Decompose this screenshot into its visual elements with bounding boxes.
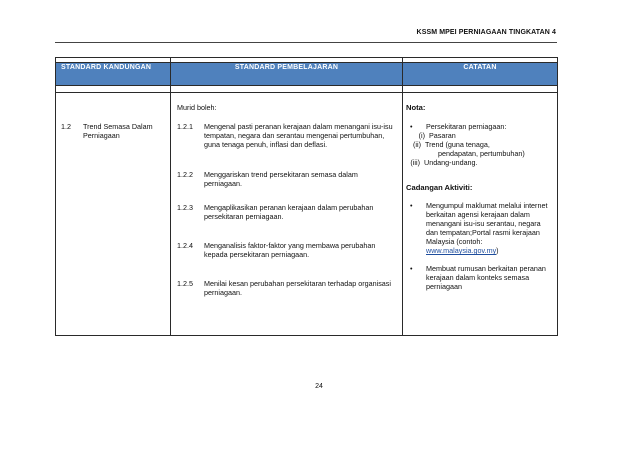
learning-standard <box>177 241 397 259</box>
spacer-cell <box>403 86 558 93</box>
learning-standard <box>177 170 397 188</box>
learning-standard-code: 1.2.4 <box>177 241 193 250</box>
nota-bullet-text: Persekitaran perniagaan: <box>426 122 507 131</box>
nota-sub-roman: (ii) <box>413 140 421 149</box>
nota-sub-item <box>406 140 546 149</box>
intro-text: Murid boleh: <box>177 103 217 112</box>
learning-standard-code: 1.2.1 <box>177 122 193 131</box>
running-header: KSSM MPEI PERNIAGAAN TINGKATAN 4 <box>416 29 556 36</box>
header-rule <box>55 42 557 43</box>
standard-number: 1.2 <box>61 122 71 131</box>
bullet-icon: • <box>410 264 413 273</box>
learning-standard-code: 1.2.3 <box>177 203 193 212</box>
nota-sub-roman: (i) <box>418 131 425 140</box>
learning-standard-text: Menggariskan trend persekitaran semasa dalam perniagaan. <box>204 170 358 188</box>
nota-title: Nota: <box>406 103 426 112</box>
spacer-cell <box>56 86 171 93</box>
aktiviti-suffix: ) <box>496 246 499 255</box>
learning-standard <box>177 122 397 149</box>
curriculum-table <box>55 57 558 336</box>
standard-kandungan-cell <box>56 93 171 336</box>
aktiviti-text: Membuat rumusan berkaitan peranan kerajaan dalam konteks semasa perniagaan <box>426 264 546 291</box>
nota-sub-text: Trend (guna tenaga, <box>425 140 490 149</box>
learning-standard-code: 1.2.2 <box>177 170 193 179</box>
aktiviti-item <box>406 264 551 291</box>
learning-standard <box>177 279 397 297</box>
nota-sub-text: Undang-undang. <box>424 158 478 167</box>
learning-standard-text: Menilai kesan perubahan persekitaran terhadap organisasi perniagaan. <box>204 279 391 297</box>
bullet-icon: • <box>410 201 413 210</box>
page-number: 24 <box>315 383 323 390</box>
learning-standard-text: Mengaplikasikan peranan kerajaan dalam perubahan persekitaran perniagaan. <box>204 203 374 221</box>
content-row <box>56 93 558 336</box>
aktiviti-item <box>406 201 551 255</box>
aktiviti-title: Cadangan Aktiviti: <box>406 183 473 192</box>
learning-standard-text: Menganalisis faktor-faktor yang membawa perubahan kepada persekitaran perniagaan. <box>204 241 376 259</box>
nota-list <box>406 122 546 167</box>
learning-standard <box>177 203 397 221</box>
standard-title: Trend Semasa Dalam Perniagaan <box>83 122 153 140</box>
column-header-row <box>56 63 558 86</box>
learning-standard-text: Mengenal pasti peranan kerajaan dalam menangani isu-isu tempatan, negara dan serantau mengenai pertumbuhan, guna tenaga penuh, inflasi dan deflasi. <box>204 122 393 149</box>
column-header-catatan: CATATAN <box>403 63 558 86</box>
spacer-cell <box>171 86 403 93</box>
aktiviti-text: Mengumpul maklumat melalui internet berkaitan agensi kerajaan dalam menangani isu-isu serantau, negara dan tempatan;Portal rasmi kerajaan Malaysia (contoh: <box>426 201 548 246</box>
nota-sub-roman: (iii) <box>410 158 420 167</box>
standard-pembelajaran-cell <box>171 93 403 336</box>
portal-link[interactable]: www.malaysia.gov.my <box>426 246 497 255</box>
learning-standard-code: 1.2.5 <box>177 279 193 288</box>
spacer-row <box>56 86 558 93</box>
nota-sub-item-continuation: pendapatan, pertumbuhan) <box>438 149 525 158</box>
nota-sub-text: Pasaran <box>429 131 456 140</box>
nota-sub-item <box>406 158 546 167</box>
nota-sub-item <box>406 131 546 140</box>
nota-bullet-item <box>406 122 546 131</box>
column-header-standard-kandungan: STANDARD KANDUNGAN <box>56 63 171 86</box>
column-header-standard-pembelajaran: STANDARD PEMBELAJARAN <box>171 63 403 86</box>
bullet-icon: • <box>410 122 413 131</box>
catatan-cell <box>403 93 558 336</box>
aktiviti-list <box>406 201 551 291</box>
